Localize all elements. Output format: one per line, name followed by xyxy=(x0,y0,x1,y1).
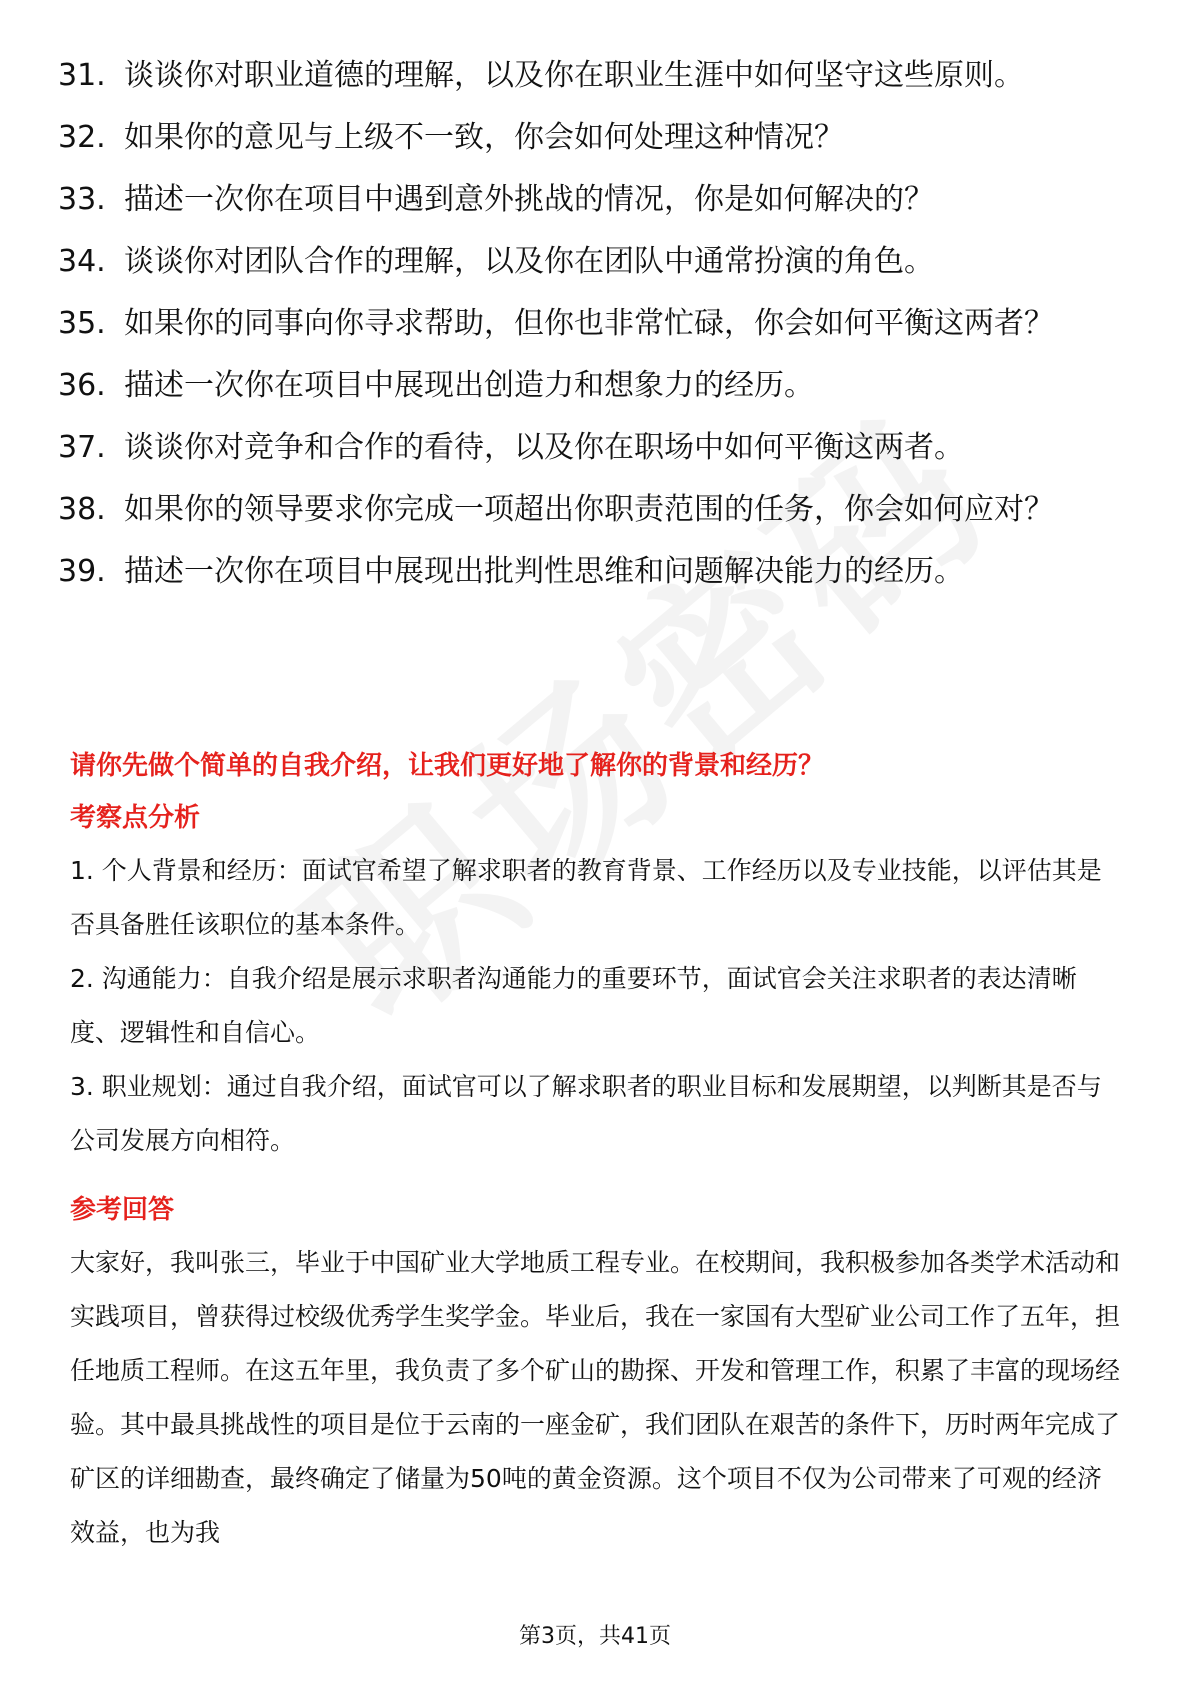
question-text: 如果你的意见与上级不一致，你会如何处理这种情况？ xyxy=(124,120,844,155)
question-item xyxy=(58,180,1138,220)
question-number: 38. xyxy=(58,492,106,527)
question-item xyxy=(58,366,1138,406)
analysis-heading: 考察点分析 xyxy=(70,803,201,833)
question-number: 31. xyxy=(58,58,106,93)
answer-section xyxy=(70,746,1120,1560)
analysis-item: 3. 职业规划：通过自我介绍，面试官可以了解求职者的职业目标和发展期望，以判断其是否与公司发展方向相符。 xyxy=(70,1072,1102,1155)
question-item xyxy=(58,490,1138,530)
answer-text: 大家好，我叫张三，毕业于中国矿业大学地质工程专业。在校期间，我积极参加各类学术活动和实践项目，曾获得过校级优秀学生奖学金。毕业后，我在一家国有大型矿业公司工作了五年，担任地质工程师。在这五年里，我负责了多个矿山的勘探、开发和管理工作，积累了丰富的现场经验。其中最具挑战性的项目是位于云南的一座金矿，我们团队在艰苦的条件下，历时两年完成了矿区的详细勘查，最终确定了储量为50吨的黄金资源。这个项目不仅为公司带来了可观的经济效益，也为我 xyxy=(70,1248,1121,1547)
question-number: 35. xyxy=(58,306,106,341)
question-text: 描述一次你在项目中展现出创造力和想象力的经历。 xyxy=(124,368,814,403)
featured-question-title: 请你先做个简单的自我介绍，让我们更好地了解你的背景和经历？ xyxy=(70,751,825,781)
question-number: 32. xyxy=(58,120,106,155)
question-item xyxy=(58,56,1138,96)
question-text: 谈谈你对职业道德的理解，以及你在职业生涯中如何坚守这些原则。 xyxy=(124,58,1024,93)
question-item xyxy=(58,428,1138,468)
question-number: 33. xyxy=(58,182,106,217)
answer-heading: 参考回答 xyxy=(70,1195,175,1225)
question-number: 34. xyxy=(58,244,106,279)
question-list xyxy=(58,56,1138,614)
question-text: 如果你的同事向你寻求帮助，但你也非常忙碌，你会如何平衡这两者？ xyxy=(124,306,1054,341)
question-number: 36. xyxy=(58,368,106,403)
question-number: 37. xyxy=(58,430,106,465)
question-text: 如果你的领导要求你完成一项超出你职责范围的任务，你会如何应对？ xyxy=(124,492,1054,527)
page-footer: 第3页，共41页 xyxy=(519,1624,671,1649)
question-text: 谈谈你对竞争和合作的看待，以及你在职场中如何平衡这两者。 xyxy=(124,430,964,465)
question-text: 谈谈你对团队合作的理解，以及你在团队中通常扮演的角色。 xyxy=(124,244,934,279)
analysis-item: 1. 个人背景和经历：面试官希望了解求职者的教育背景、工作经历以及专业技能，以评估其是否具备胜任该职位的基本条件。 xyxy=(70,856,1102,939)
question-item xyxy=(58,118,1138,158)
analysis-item: 2. 沟通能力：自我介绍是展示求职者沟通能力的重要环节，面试官会关注求职者的表达清晰度、逻辑性和自信心。 xyxy=(70,964,1077,1047)
question-text: 描述一次你在项目中展现出批判性思维和问题解决能力的经历。 xyxy=(124,554,964,589)
question-number: 39. xyxy=(58,554,106,589)
question-text: 描述一次你在项目中遇到意外挑战的情况，你是如何解决的？ xyxy=(124,182,934,217)
question-item xyxy=(58,304,1138,344)
question-item xyxy=(58,552,1138,592)
question-item xyxy=(58,242,1138,282)
